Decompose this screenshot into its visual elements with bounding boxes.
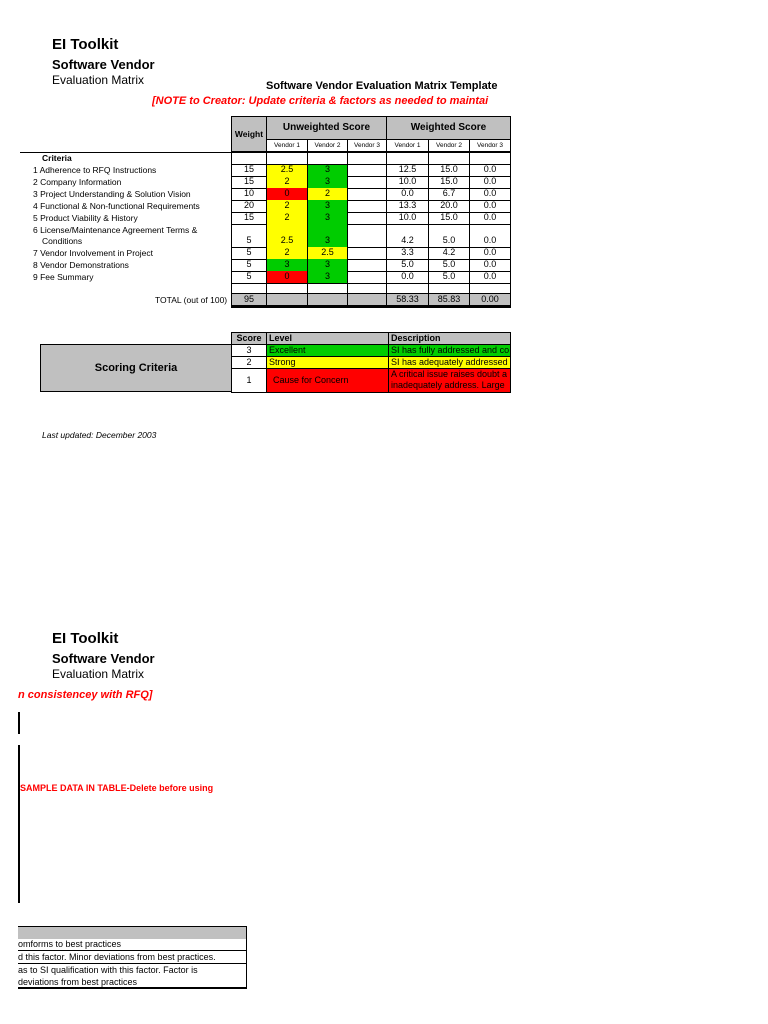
weighted-vendor-3-label: Vendor 3	[469, 139, 511, 152]
vendor-3-label: Vendor 3	[347, 139, 387, 152]
cell-w1: 13.3	[386, 200, 429, 213]
score-header: Score	[231, 332, 267, 345]
cell-w2: 15.0	[428, 164, 470, 177]
cell-u2: 2	[307, 188, 348, 201]
cell-u2: 3	[307, 200, 348, 213]
cell-w2: 20.0	[428, 200, 470, 213]
cell-weight: 20	[231, 200, 267, 213]
blank-cell	[386, 152, 429, 165]
level-strong: Strong	[266, 356, 389, 369]
cell-u2: 3	[307, 212, 348, 225]
cell-u1: 2	[266, 247, 308, 260]
unweighted-header: Unweighted Score	[266, 116, 387, 140]
criteria-label-cont: Conditions	[42, 236, 83, 246]
weighted-vendor-1-label: Vendor 1	[386, 139, 429, 152]
score-1: 1	[231, 368, 267, 393]
border-fragment-2	[18, 745, 20, 903]
cell-u1: 3	[266, 259, 308, 272]
desc-line-2: inadequately address. Large	[391, 380, 505, 390]
cell-u1: 2.5	[266, 164, 308, 177]
desc-cont-3: as to SI qualification with this factor. Factor is	[18, 965, 198, 975]
cell-w1: 0.0	[386, 271, 429, 284]
criteria-header: Criteria	[42, 153, 72, 163]
cell-w1: 5.0	[386, 259, 429, 272]
cell-u2: 3	[307, 224, 348, 248]
cell-weight: 15	[231, 164, 267, 177]
subtitle: Software Vendor	[52, 57, 155, 72]
criteria-label: 7 Vendor Involvement in Project	[33, 248, 154, 258]
criteria-label: 5 Product Viability & History	[33, 213, 138, 223]
cell-u2: 3	[307, 259, 348, 272]
cell-u2: 3	[307, 176, 348, 189]
weighted-vendor-2-label: Vendor 2	[428, 139, 470, 152]
cell-w3: 0.0	[469, 188, 511, 201]
border-fragment	[18, 712, 20, 734]
cell-w1: 12.5	[386, 164, 429, 177]
total-w1: 58.33	[386, 293, 429, 308]
creator-note-continued: n consistencey with RFQ]	[18, 689, 153, 701]
desc-cont-1: omforms to best practices	[18, 938, 246, 951]
desc-cont-4: deviations from best practices	[18, 977, 138, 987]
cell-w3: 0.0	[469, 200, 511, 213]
criteria-label: 1 Adherence to RFQ Instructions	[33, 165, 157, 175]
subtitle-2: Evaluation Matrix	[52, 73, 145, 87]
cell-w3: 0.0	[469, 224, 511, 248]
cell-w3: 0.0	[469, 247, 511, 260]
cell-weight: 15	[231, 212, 267, 225]
cell-weight: 5	[231, 259, 267, 272]
desc-cont-2: d this factor. Minor deviations from best practices.	[18, 951, 246, 964]
total-w2: 85.83	[428, 293, 470, 308]
sample-data-note: SAMPLE DATA IN TABLE-Delete before using	[20, 783, 214, 793]
desc-excellent: SI has fully addressed and co	[388, 344, 511, 357]
blank-cell	[266, 152, 308, 165]
cell-weight: 5	[231, 224, 267, 248]
description-header: Description	[388, 332, 511, 345]
score-2: 2	[231, 356, 267, 369]
cell-w2: 15.0	[428, 176, 470, 189]
criteria-label: 3 Project Understanding & Solution Vision	[33, 189, 191, 199]
cell-u1: 0	[266, 188, 308, 201]
blank-cell	[307, 152, 348, 165]
cell-w1: 3.3	[386, 247, 429, 260]
cell-w1: 0.0	[386, 188, 429, 201]
cell-w2: 5.0	[428, 224, 470, 248]
desc-cause-for-concern	[388, 368, 511, 393]
score-3: 3	[231, 344, 267, 357]
desc-strong: SI has adequately addressed	[388, 356, 511, 369]
cell-w3: 0.0	[469, 212, 511, 225]
brand-title-2: EI Toolkit	[52, 630, 119, 647]
scoring-criteria-title: Scoring Criteria	[40, 344, 232, 392]
last-updated: Last updated: December 2003	[42, 430, 157, 440]
cell-weight: 5	[231, 247, 267, 260]
desc-continued-box	[18, 938, 247, 989]
cell-w3: 0.0	[469, 164, 511, 177]
cell-w2: 6.7	[428, 188, 470, 201]
total-w3: 0.00	[469, 293, 511, 308]
template-title: Software Vendor Evaluation Matrix Template	[266, 80, 498, 92]
cell-u1: 2.5	[266, 224, 308, 248]
cell-w3: 0.0	[469, 271, 511, 284]
blank-cell	[231, 152, 267, 165]
subtitle-2-page2: Evaluation Matrix	[52, 667, 145, 681]
cell-w2: 5.0	[428, 271, 470, 284]
weight-header: Weight	[231, 116, 267, 152]
total-label: TOTAL (out of 100)	[155, 295, 228, 305]
cell-u2: 3	[307, 164, 348, 177]
cell-u1: 2	[266, 200, 308, 213]
weighted-header: Weighted Score	[386, 116, 511, 140]
blank-cell	[428, 152, 470, 165]
cell-w2: 4.2	[428, 247, 470, 260]
cell-u1: 0	[266, 271, 308, 284]
blank-cell	[347, 152, 387, 165]
cell-w1: 4.2	[386, 224, 429, 248]
level-excellent: Excellent	[266, 344, 389, 357]
cell-u2: 3	[307, 271, 348, 284]
criteria-label: 8 Vendor Demonstrations	[33, 260, 129, 270]
cell-u1: 2	[266, 176, 308, 189]
cell-w1: 10.0	[386, 212, 429, 225]
cell-weight: 5	[231, 271, 267, 284]
cell-weight: 10	[231, 188, 267, 201]
brand-title: EI Toolkit	[52, 36, 119, 53]
level-header: Level	[266, 332, 389, 345]
cell-w3: 0.0	[469, 259, 511, 272]
desc-line-1: A critical issue raises doubt a	[391, 369, 508, 379]
total-weight: 95	[231, 293, 267, 308]
cell-w1: 10.0	[386, 176, 429, 189]
level-cause-for-concern: Cause for Concern	[266, 368, 389, 393]
creator-note: [NOTE to Creator: Update criteria & factors as needed to maintai	[152, 95, 489, 107]
cell-u3	[347, 224, 387, 248]
total-u1	[266, 293, 308, 308]
total-u2	[307, 293, 348, 308]
criteria-label: 6 License/Maintenance Agreement Terms &	[33, 225, 198, 235]
cell-w2: 15.0	[428, 212, 470, 225]
cell-w3: 0.0	[469, 176, 511, 189]
criteria-label: 2 Company Information	[33, 177, 122, 187]
cell-u1: 2	[266, 212, 308, 225]
total-u3	[347, 293, 387, 308]
blank-cell	[469, 152, 511, 165]
cell-weight: 15	[231, 176, 267, 189]
subtitle-page2: Software Vendor	[52, 651, 155, 666]
criteria-label: 4 Functional & Non-functional Requirements	[33, 201, 200, 211]
vendor-2-label: Vendor 2	[307, 139, 348, 152]
cell-w2: 5.0	[428, 259, 470, 272]
vendor-1-label: Vendor 1	[266, 139, 308, 152]
cell-u2: 2.5	[307, 247, 348, 260]
criteria-label: 9 Fee Summary	[33, 272, 94, 282]
